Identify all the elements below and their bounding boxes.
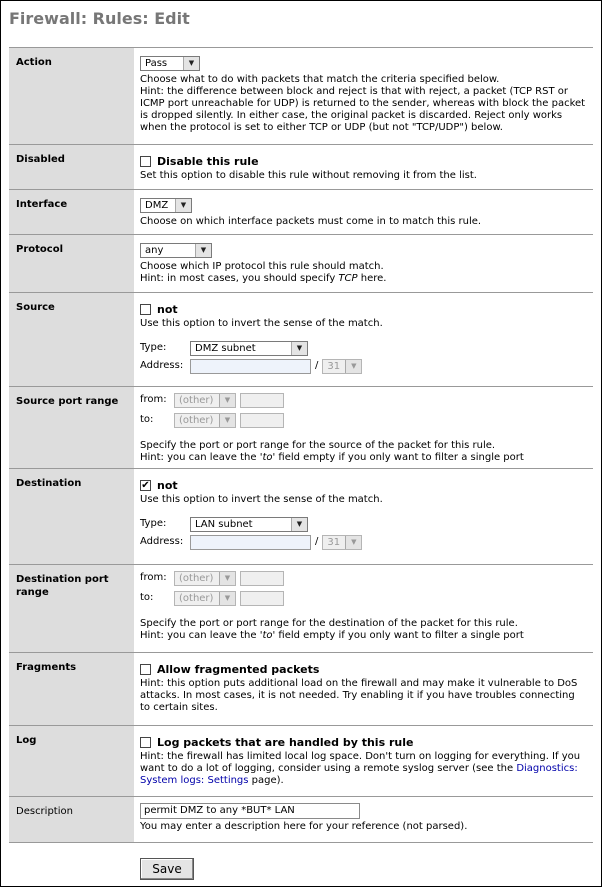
- description-content: [134, 797, 593, 842]
- destination-type-label: Type:: [140, 518, 167, 529]
- source-mask-value: 31: [327, 360, 341, 372]
- destination-not-checkbox[interactable]: ✔: [141, 480, 150, 491]
- row-source-port: [9, 387, 593, 469]
- destination-type-select[interactable]: [190, 517, 308, 532]
- chevron-down-icon: ▼: [195, 244, 211, 257]
- chevron-down-icon: ▼: [345, 536, 361, 549]
- source-slash: /: [315, 360, 319, 371]
- chevron-down-icon: ▼: [219, 394, 235, 407]
- chevron-down-icon: ▼: [291, 518, 307, 531]
- source-port-label: Source port range: [9, 387, 134, 468]
- action-label: Action: [9, 48, 134, 144]
- dest-port-from-label: from:: [140, 572, 167, 583]
- allow-fragments-checkbox[interactable]: [140, 664, 151, 675]
- protocol-content: [134, 235, 593, 292]
- source-type-value: DMZ subnet: [195, 342, 256, 354]
- dest-port-from-value: (other): [179, 572, 214, 584]
- source-port-to-label: to:: [140, 414, 154, 425]
- protocol-select[interactable]: [140, 243, 212, 258]
- destination-help: Use this option to invert the sense of the match.: [140, 494, 383, 505]
- row-action: [9, 48, 593, 145]
- destination-address-label: Address:: [140, 536, 184, 547]
- protocol-help: Choose which IP protocol this rule should match.: [140, 261, 384, 272]
- destination-not-label[interactable]: not: [157, 478, 178, 492]
- source-mask-select[interactable]: [322, 359, 362, 374]
- source-port-from-select[interactable]: [174, 393, 236, 408]
- source-port-from-label: from:: [140, 394, 167, 405]
- source-type-select[interactable]: [190, 341, 308, 356]
- diagnostics-settings-link[interactable]: Diagnostics: System logs: Settings: [140, 763, 578, 786]
- log-help: Hint: the firewall has limited local log space. Don't turn on logging for everything. If you want to do a lot of logging, consider using a remote syslog server (see the Diagnostics: System logs: Settings page).: [140, 751, 581, 786]
- source-not-label[interactable]: not: [157, 302, 178, 316]
- source-port-hint: Hint: you can leave the 'to' field empty if you only want to filter a single port: [140, 452, 524, 463]
- dest-port-to-value: (other): [179, 592, 214, 604]
- action-hint: Hint: the difference between block and reject is that with reject, a packet (TCP RST or ICMP port unreachable for UDP) is returned to the sender, whereas with block the packet is dropped silently. In either case, the original packet is discarded. Reject only works when the protocol is set to either TCP or UDP (but not "TCP/UDP") below.: [140, 86, 586, 133]
- log-content: [134, 726, 593, 796]
- log-label: Log: [9, 726, 134, 796]
- dest-port-help: Specify the port or port range for the destination of the packet for this rule.: [140, 618, 518, 629]
- dest-port-hint: Hint: you can leave the 'to' field empty if you only want to filter a single port: [140, 630, 524, 641]
- action-select[interactable]: [140, 56, 200, 71]
- fragments-content: [134, 653, 593, 725]
- row-destination: [9, 469, 593, 565]
- source-label: Source: [9, 293, 134, 386]
- source-address-label: Address:: [140, 360, 184, 371]
- source-not-checkbox[interactable]: [140, 304, 151, 315]
- protocol-hint: Hint: in most cases, you should specify TCP here.: [140, 273, 387, 284]
- row-description: [9, 797, 593, 843]
- dest-port-to-label: to:: [140, 592, 154, 603]
- dest-port-to-select[interactable]: [174, 591, 236, 606]
- row-destination-port: [9, 565, 593, 653]
- disable-rule-checkbox[interactable]: [140, 156, 151, 167]
- save-button[interactable]: Save: [140, 858, 194, 880]
- source-port-to-select[interactable]: [174, 413, 236, 428]
- dest-port-from-select[interactable]: [174, 571, 236, 586]
- dest-port-from-input[interactable]: [240, 571, 284, 586]
- disable-rule-checkbox-label[interactable]: Disable this rule: [157, 154, 259, 168]
- destination-type-value: LAN subnet: [195, 518, 253, 530]
- destination-mask-value: 31: [327, 536, 341, 548]
- source-port-to-input[interactable]: [240, 413, 284, 428]
- destination-label: Destination: [9, 469, 134, 564]
- protocol-label: Protocol: [9, 235, 134, 292]
- page-title: Firewall: Rules: Edit: [9, 9, 190, 28]
- row-log: [9, 726, 593, 797]
- description-input[interactable]: permit DMZ to any *BUT* LAN: [140, 803, 360, 819]
- interface-content: [134, 190, 593, 234]
- source-port-content: [134, 387, 593, 468]
- source-port-help: Specify the port or port range for the source of the packet for this rule.: [140, 440, 496, 451]
- chevron-down-icon: ▼: [345, 360, 361, 373]
- source-port-from-value: (other): [179, 394, 214, 406]
- allow-fragments-label[interactable]: Allow fragmented packets: [157, 662, 320, 676]
- destination-content: [134, 469, 593, 564]
- source-type-label: Type:: [140, 342, 167, 353]
- source-content: [134, 293, 593, 386]
- rule-form: [9, 47, 593, 843]
- log-packets-label[interactable]: Log packets that are handled by this rule: [157, 735, 414, 749]
- source-port-from-input[interactable]: [240, 393, 284, 408]
- chevron-down-icon: ▼: [219, 592, 235, 605]
- chevron-down-icon: ▼: [219, 572, 235, 585]
- description-help: You may enter a description here for your reference (not parsed).: [140, 821, 468, 832]
- source-port-to-value: (other): [179, 414, 214, 426]
- destination-mask-select[interactable]: [322, 535, 362, 550]
- log-packets-checkbox[interactable]: [140, 737, 151, 748]
- row-fragments: [9, 653, 593, 726]
- fragments-help: Hint: this option puts additional load on the firewall and may make it vulnerable to DoS attacks. In most cases, it is not needed. Try enabling it if you have troubles connecting to certain sites.: [140, 678, 578, 713]
- interface-label: Interface: [9, 190, 134, 234]
- disabled-help: Set this option to disable this rule without removing it from the list.: [140, 170, 477, 181]
- fragments-label: Fragments: [9, 653, 134, 725]
- row-source: [9, 293, 593, 387]
- chevron-down-icon: ▼: [183, 57, 199, 70]
- source-address-input[interactable]: [190, 359, 311, 374]
- destination-address-input[interactable]: [190, 535, 311, 550]
- dest-port-to-input[interactable]: [240, 591, 284, 606]
- interface-select-value: DMZ: [145, 200, 169, 211]
- protocol-select-value: any: [145, 245, 164, 256]
- action-content: [134, 48, 593, 144]
- dest-port-label: Destination port range: [9, 565, 134, 652]
- destination-slash: /: [315, 536, 319, 547]
- chevron-down-icon: ▼: [219, 414, 235, 427]
- interface-select[interactable]: [140, 198, 192, 213]
- action-help: Choose what to do with packets that match the criteria specified below.: [140, 74, 500, 85]
- disabled-label: Disabled: [9, 145, 134, 189]
- row-protocol: [9, 235, 593, 293]
- row-disabled: [9, 145, 593, 190]
- chevron-down-icon: ▼: [291, 342, 307, 355]
- source-help: Use this option to invert the sense of the match.: [140, 318, 383, 329]
- chevron-down-icon: ▼: [175, 199, 191, 212]
- interface-help: Choose on which interface packets must come in to match this rule.: [140, 216, 482, 227]
- description-label: Description: [9, 797, 134, 842]
- disabled-content: [134, 145, 593, 189]
- row-interface: [9, 190, 593, 235]
- dest-port-content: [134, 565, 593, 652]
- action-select-value: Pass: [145, 58, 168, 69]
